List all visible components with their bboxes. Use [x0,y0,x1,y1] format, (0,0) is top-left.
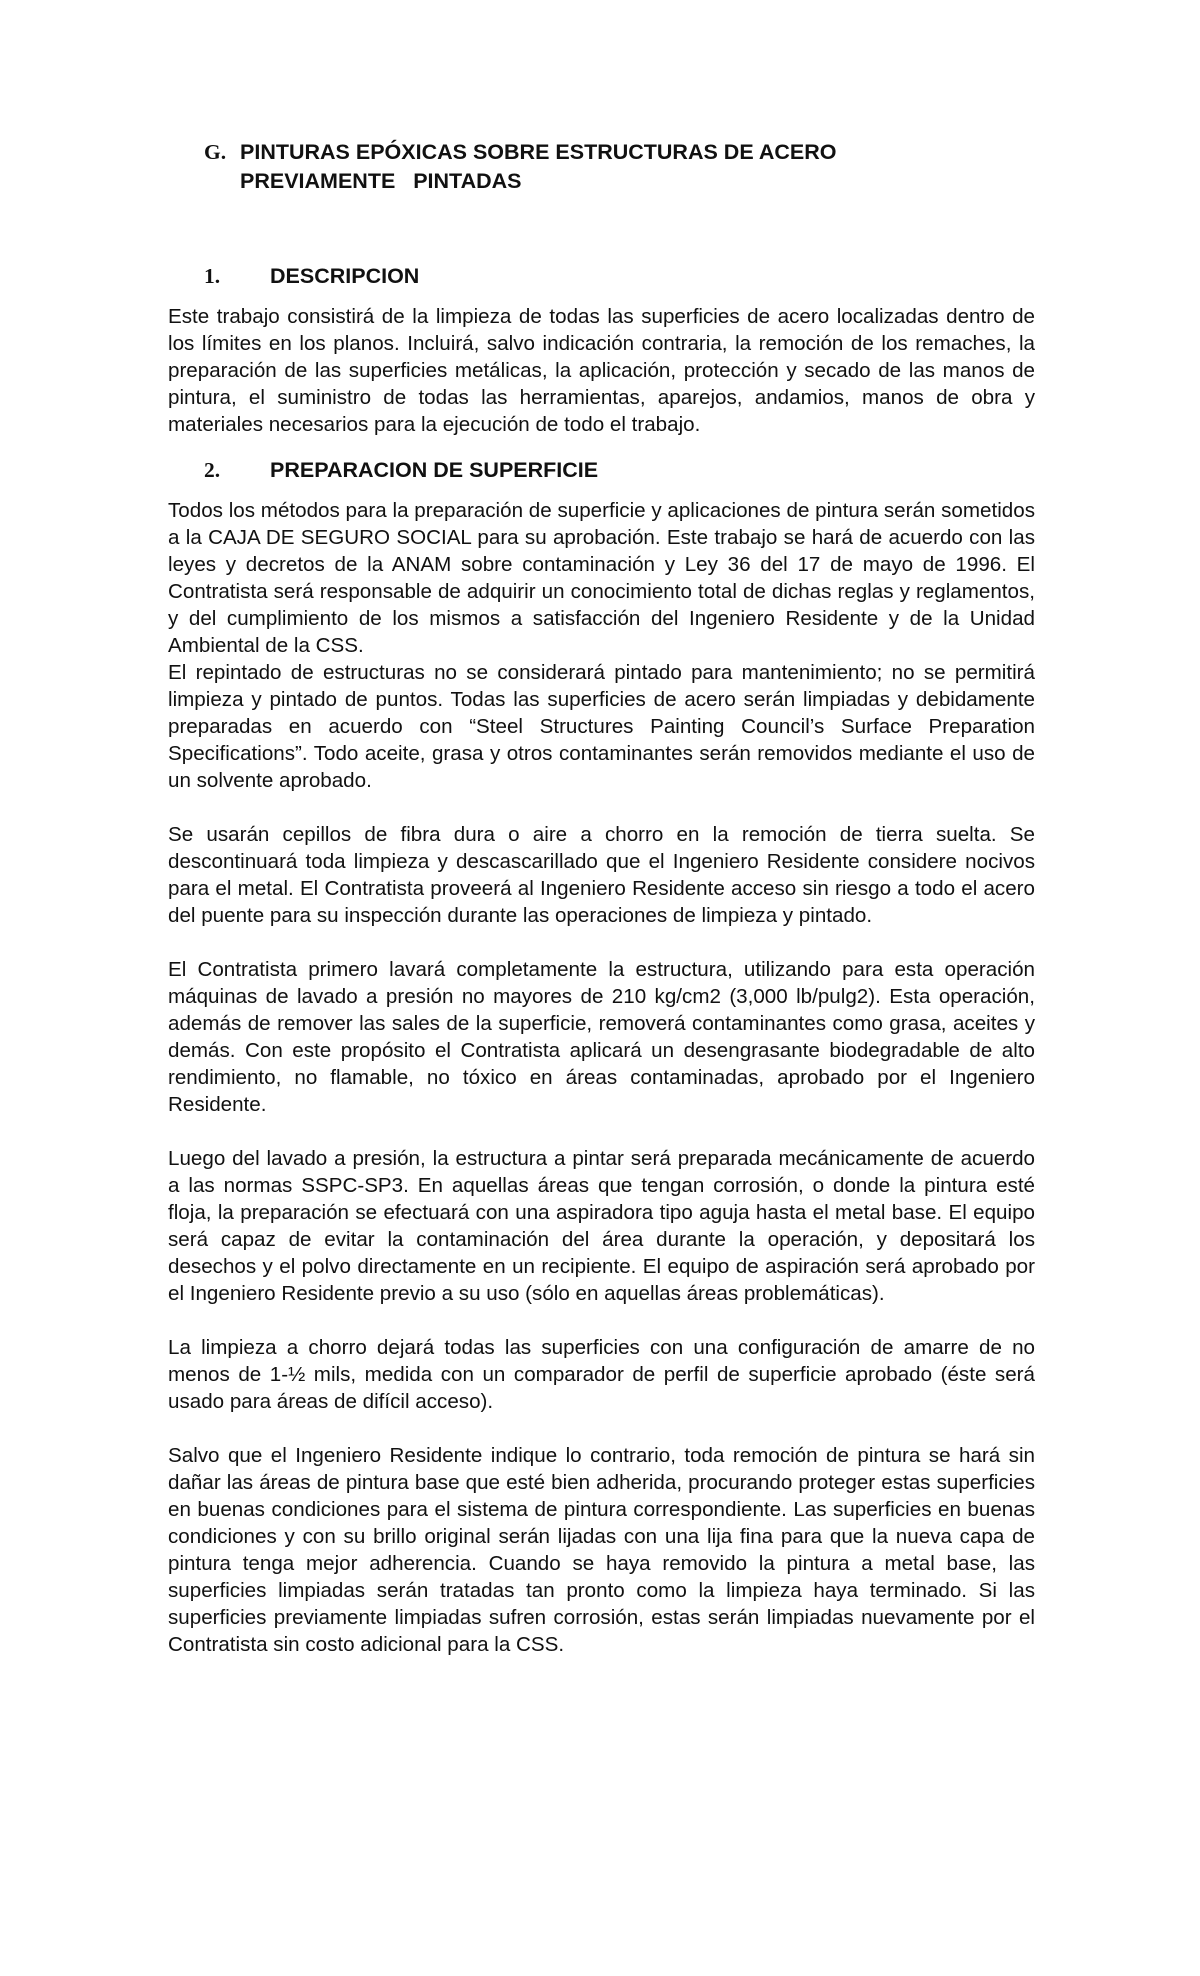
document-title [204,138,1035,196]
paragraph: Salvo que el Ingeniero Residente indique lo contrario, toda remoción de pintura se hará sin dañar las áreas de pintura base que esté bien adherida, procurando proteger estas superficies en buenas condiciones para el sistema de pintura correspondiente. Las superficies en buenas condiciones y con su brillo original serán lijadas con una lija fina para que la nueva capa de pintura tenga mejor adherencia. Cuando se haya removido la pintura a metal base, las superficies limpiadas serán tratadas tan pronto como la limpieza haya terminado. Si las superficies previamente limpiadas sufren corrosión, estas serán limpiadas nuevamente por el Contratista sin costo adicional para la CSS. [168,1444,1035,1656]
section-title: DESCRIPCION [270,264,420,288]
title-line-1: PINTURAS EPÓXICAS SOBRE ESTRUCTURAS DE ACERO [240,140,837,164]
paragraph: Todos los métodos para la preparación de superficie y aplicaciones de pintura serán sometidos a la CAJA DE SEGURO SOCIAL para su aprobación. Este trabajo se hará de acuerdo con las leyes y decretos de la ANAM sobre contaminación y Ley 36 del 17 de mayo de 1996. El Contratista será responsable de adquirir un conocimiento total de dichas reglas y reglamentos, y del cumplimiento de los mismos a satisfacción del Ingeniero Residente y de la Unidad Ambiental de la CSS. [168,499,1035,657]
title-line-2: PREVIAMENTE PINTADAS [240,169,522,193]
paragraph: El Contratista primero lavará completamente la estructura, utilizando para esta operación máquinas de lavado a presión no mayores de 210 kg/cm2 (3,000 lb/pulg2). Esta operación, además de remover las sales de la superficie, removerá contaminantes como grasa, aceites y demás. Con este propósito el Contratista aplicará un desengrasante biodegradable de alto rendimiento, no flamable, no tóxico en áreas contaminadas, aprobado por el Ingeniero Residente. [168,958,1035,1116]
section-number: 1. [204,264,221,288]
paragraph: Este trabajo consistirá de la limpieza de todas las superficies de acero localizadas dentro de los límites en los planos. Incluirá, salvo indicación contraria, la remoción de los remaches, la preparación de las superficies metálicas, la aplicación, protección y secado de las manos de pintura, el suministro de todas las herramientas, aparejos, andamios, manos de obra y materiales necesarios para la ejecución de todo el trabajo. [168,305,1035,436]
section-heading-preparacion [204,456,1035,485]
document-page [168,138,1035,1685]
section-title: PREPARACION DE SUPERFICIE [270,458,599,482]
paragraph: El repintado de estructuras no se considerará pintado para mantenimiento; no se permitirá limpieza y pintado de puntos. Todas las superficies de acero serán limpiadas y debidamente preparadas en acuerdo con “Steel Structures Painting Council’s Surface Preparation Specifications”. Todo aceite, grasa y otros contaminantes serán removidos mediante el uso de un solvente aprobado. [168,661,1035,792]
paragraph: La limpieza a chorro dejará todas las superficies con una configuración de amarre de no menos de 1-½ mils, medida con un comparador de perfil de superficie aprobado (éste será usado para áreas de difícil acceso). [168,1336,1035,1413]
paragraph: Luego del lavado a presión, la estructura a pintar será preparada mecánicamente de acuerdo a las normas SSPC-SP3. En aquellas áreas que tengan corrosión, o donde la pintura esté floja, la preparación se efectuará con una aspiradora tipo aguja hasta el metal base. El equipo será capaz de evitar la contaminación del área durante la operación, y depositará los desechos y el polvo directamente en un recipiente. El equipo de aspiración será aprobado por el Ingeniero Residente previo a su uso (sólo en aquellas áreas problemáticas). [168,1147,1035,1305]
section-number: 2. [204,458,221,482]
paragraph: Se usarán cepillos de fibra dura o aire a chorro en la remoción de tierra suelta. Se descontinuará toda limpieza y descascarillado que el Ingeniero Residente considere nocivos para el metal. El Contratista proveerá al Ingeniero Residente acceso sin riesgo a todo el acero del puente para su inspección durante las operaciones de limpieza y pintado. [168,823,1035,927]
title-text [240,138,1035,196]
section-heading-descripcion [204,262,1035,291]
title-letter: G. [204,140,227,164]
